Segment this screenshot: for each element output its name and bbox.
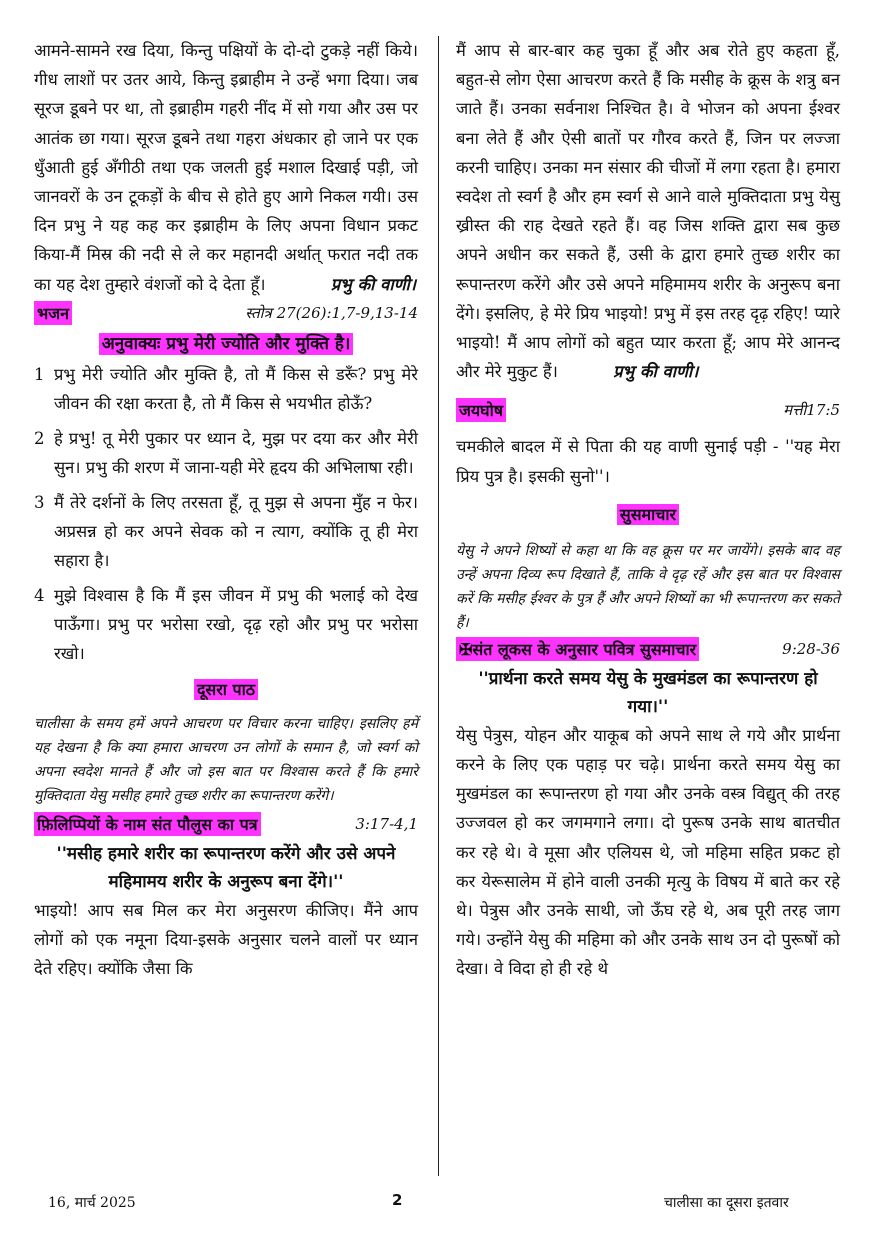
gospel-header [456, 637, 840, 661]
footer-title: चालीसा का दूसरा इतवार [664, 1195, 789, 1211]
first-reading-signature: प्रभु की वाणी। [330, 274, 417, 294]
gospel-reference: 9:28-36 [782, 639, 840, 658]
refrain [34, 331, 418, 354]
acclamation-label: जयघोष [456, 398, 506, 422]
right-column [456, 36, 840, 984]
first-reading-continuation: आमने-सामने रख दिया, किन्तु पक्षियों के दो-दो टुकड़े नहीं किये। गीध लाशों पर उतर आये, किन्तु इब्राहीम ने उन्हें भगा दिया। जब सूरज डूबने पर था, तो इब्राहीम गहरी नींद में सो गया और उस पर आतंक छा गया। सूरज डूबने तथा गहरा अंधकार हो जाने पर एक धुँआती हुई अँगीठी तथा एक जलती हुई मशाल दिखाई पड़ी, जो जानवरों के उन टूकड़ों के बीच से होते हुए आगे निकल गयी। उस दिन प्रभु ने यह कह कर इब्राहीम के लिए अपना विधान प्रकट किया-मैं मिस्र की नदी से ले कर महानदी अर्थात् फरात नदी तक का यह देश तुम्हारे वंशजों को दे देता हूँ। प्रभु की वाणी। [34, 41, 418, 294]
letter-body: भाइयो! आप सब मिल कर मेरा अनुसरण कीजिए। मैंने आप लोगों को एक नमूना दिया-इसके अनुसार चलने वालों पर ध्यान देते रहिए। क्योंकि जैसा कि [34, 900, 418, 979]
letter-label: फ़िलिप्पियों के नाम संत पौलुस का पत्र [34, 812, 261, 836]
second-reading-label: दूसरा पाठ [194, 679, 258, 700]
psalm-header [34, 301, 418, 325]
footer-date: 16, मार्च 2025 [48, 1195, 136, 1211]
psalm-verse: 2 हे प्रभु! तू मेरी पुकार पर ध्यान दे, मुझ पर दया कर और मेरी सुन। प्रभु की शरण में जाना-यही मेरे हृदय की अभिलाषा रही। [34, 428, 418, 477]
refrain-text: अनुवाक्यः प्रभु मेरी ज्योति और मुक्ति है। [99, 333, 354, 355]
psalm-verse: 1 प्रभु मेरी ज्योति और मुक्ति है, तो मैं किस से डरूँ? प्रभु मेरे जीवन की रक्षा करता है, तो मैं किस से भयभीत होऊँ? [34, 364, 418, 413]
letter-title: ''मसीह हमारे शरीर का रूपान्तरण करेंगे और उसे अपने महिमामय शरीर के अनुरूप बना देंगे।'' [56, 843, 396, 892]
psalm-verse: 4 मुझे विश्वास है कि मैं इस जीवन में प्रभु की भलाई को देख पाऊँगा। प्रभु पर भरोसा रखो, दृढ़ रहो और प्रभु पर भरोसा रखो। [34, 585, 418, 663]
psalm-verse: 3 मैं तेरे दर्शनों के लिए तरसता हूँ, तू मुझ से अपना मुँह न फेर। अप्रसन्न हो कर अपने सेवक को न त्याग, क्योंकि तू ही मेरा सहारा है। [34, 492, 418, 570]
second-reading-intro: चालीसा के समय हमें अपने आचरण पर विचार करना चाहिए। इसलिए हमें यह देखना है कि क्या हमारा आचरण उन लोगों के समान है, जो स्वर्ग को अपना स्वदेश मानते हैं और जो इस बात पर विश्वास करते हैं कि हमारे मुक्तिदाता येसु मसीह हमारे तुच्छ शरीर का रूपान्तरण करेंगे। [34, 715, 418, 804]
acclamation-reference: मत्ती17:5 [783, 401, 840, 420]
gospel-source-label: ✠संत लूकस के अनुसार पवित्र सुसमाचार [456, 637, 699, 661]
acclamation-header [456, 398, 840, 422]
column-divider [438, 36, 439, 1176]
second-reading-heading [34, 678, 418, 700]
letter-continuation: मैं आप से बार-बार कह चुका हूँ और अब रोते हुए कहता हूँ, बहुत-से लोग ऐसा आचरण करते हैं कि मसीह के क्रूस के शत्रु बन जाते हैं। उनका सर्वनाश निश्चित है। वे भोजन को अपना ईश्वर बना लेते हैं और ऐसी बातों पर गौरव करते हैं, जिन पर लज्जा करनी चाहिए। उनका मन संसार की चीजों में लगा रहता है। हमारा स्वदेश तो स्वर्ग है और हम स्वर्ग से आने वाले मुक्तिदाता प्रभु येसु ख्रीस्त की राह देखते रहते हैं। वह जिस शक्ति द्वारा सब कुछ अपने अधीन कर सकते हैं, उसी के द्वारा हमारे तुच्छ शरीर का रूपान्तरण करेंगे और उसे अपने महिमामय शरीर के अनुरूप बना देंगे। इसलिए, हे मेरे प्रिय भाइयो! प्रभु में इस तरह दृढ़ रहिए! प्यारे भाइयो! मैं आप लोगों को बहुत प्यार करता हूँ; आप मेरे आनन्द और मेरे मुकुट हैं। प्रभु की वाणी। [456, 41, 840, 382]
bhajan-label: भजन [34, 301, 72, 325]
psalm-verses [34, 360, 418, 668]
second-reading-signature: प्रभु की वाणी। [613, 362, 699, 382]
letter-reference: 3:17-4,1 [355, 814, 418, 833]
psalm-reference: स्तोत्र 27(26):1,7-9,13-14 [245, 303, 418, 322]
acclamation-text: चमकीले बादल में से पिता की यह वाणी सुनाई पड़ी - ''यह मेरा प्रिय पुत्र है। इसकी सुनो''। [456, 437, 840, 486]
page-number: 2 [392, 1191, 403, 1209]
gospel-title: ''प्रार्थना करते समय येसु के मुखमंडल का रूपान्तरण हो गया।'' [478, 668, 818, 717]
letter-header [34, 812, 418, 836]
left-column [34, 36, 418, 983]
gospel-label: सुसमाचार [617, 504, 679, 525]
gospel-intro: येसु ने अपने शिष्यों से कहा था कि वह क्रूस पर मर जायेंगे। इसके बाद वह उन्हें अपना दिव्य रूप दिखाते हैं, ताकि वे दृढ़ रहें और इस बात पर विश्वास करें कि मसीह ईश्वर के पुत्र हैं और अपने शिष्यों का भी रूपान्तरण कर सकते हैं। [456, 542, 840, 631]
gospel-heading-block [456, 503, 840, 525]
gospel-body: येसु पेत्रुस, योहन और याकूब को अपने साथ ले गये और प्रार्थना करने के लिए एक पहाड़ पर चढ़े। प्रार्थना करते समय येसु का मुखमंडल का रूपान्तरण हो गया और उनके वस्त्र विद्युत् की तरह उज्जवल हो कर जगमगाने लगा। दो पुरूष उनके साथ बातचीत कर रहे थे। वे मूसा और एलियस थे, जो महिमा सहित प्रकट हो कर येरूसालेम में होने वाली उनकी मृत्यु के विषय में बाते कर रहे थे। पेत्रुस और उनके साथी, जो ऊँघ रहे थे, अब पूरी तरह जाग गये। उन्होंने येसु की महिमा को और उनके साथ उन दो पुरूषों को देखा। वे विदा हो ही रहे थे [456, 725, 840, 979]
